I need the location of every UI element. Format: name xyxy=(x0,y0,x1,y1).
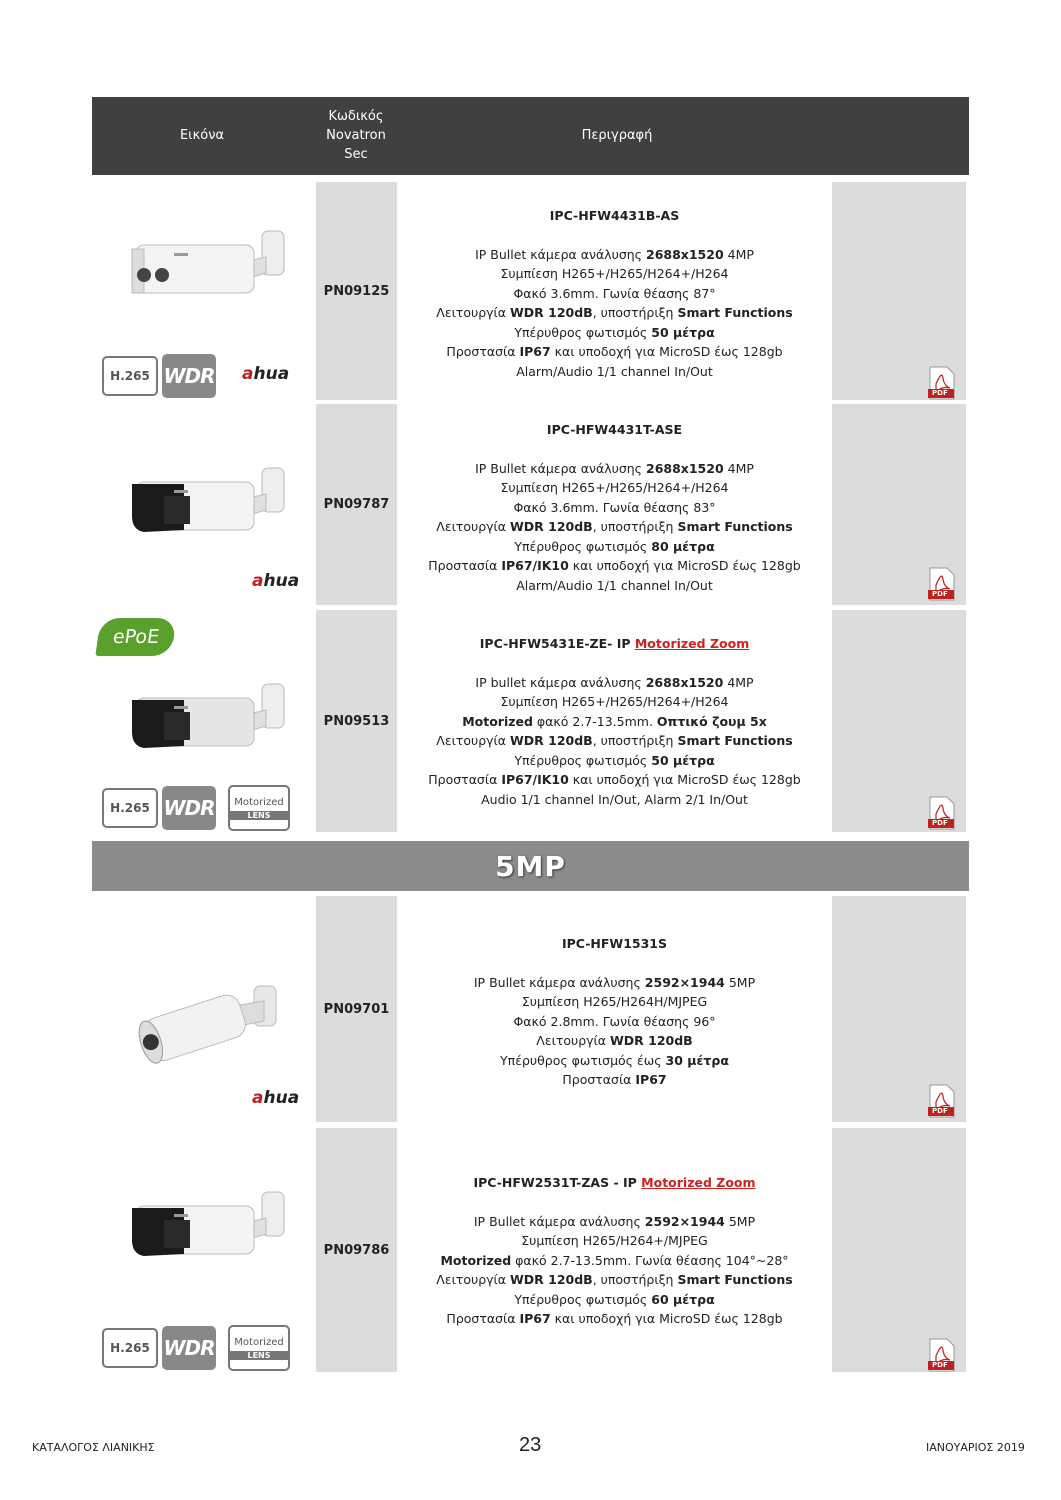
spec-text: Λειτουργία xyxy=(536,1033,610,1048)
lens-label: LENS xyxy=(230,1351,288,1360)
spec-line xyxy=(398,1270,831,1290)
spec-text: Λειτουργία xyxy=(436,305,510,320)
product-code: PN09125 xyxy=(316,182,397,400)
spec-line xyxy=(398,992,831,1012)
lens-label: LENS xyxy=(230,811,288,820)
wdr-badge: WDR xyxy=(162,786,216,830)
spec-text: Προστασία xyxy=(428,558,502,573)
brand-a: a xyxy=(242,364,254,384)
spec-bold: Motorized xyxy=(462,713,533,729)
spec-text: IP Bullet κάμερα ανάλυσης xyxy=(473,1213,645,1229)
table-header xyxy=(92,97,969,175)
spec-text: Audio 1/1 channel In/Out, Alarm 2/1 In/Out xyxy=(481,791,748,807)
page-number: 23 xyxy=(519,1434,542,1456)
spec-bold: WDR 120dB xyxy=(509,1272,593,1287)
motorized-lens-badge xyxy=(228,1325,290,1371)
spec-text: Συμπίεση H265+/H265/H264+/H264 xyxy=(500,266,729,281)
footer-left: ΚΑΤΑΛΟΓΟΣ ΛΙΑΝΙΚΗΣ xyxy=(32,1441,155,1454)
h265-badge: H.265 xyxy=(102,788,158,828)
pdf-label: PDF xyxy=(932,389,948,397)
spec-text: Alarm/Audio 1/1 channel In/Out xyxy=(516,363,713,379)
spec-bold: 50 μέτρα xyxy=(651,752,715,768)
camera-image xyxy=(114,966,294,1080)
spec-text: IP Bullet κάμερα ανάλυσης xyxy=(475,246,646,262)
product-image-cell xyxy=(92,404,315,605)
product-code: PN09786 xyxy=(316,1128,397,1372)
spec-text: Φακό 2.8mm. Γωνία θέασης 96° xyxy=(513,1013,716,1029)
pdf-label: PDF xyxy=(932,590,948,598)
product-image-cell xyxy=(92,896,315,1122)
spec-text: φακό 2.7-13.5mm. xyxy=(532,713,657,729)
spec-bold: Smart Functions xyxy=(677,305,793,320)
h265-badge: H.265 xyxy=(102,1328,158,1368)
spec-line xyxy=(398,556,831,576)
spec-line xyxy=(398,478,831,498)
product-description xyxy=(398,182,831,400)
spec-text: Προστασία xyxy=(446,1311,520,1326)
spec-text: Υπέρυθρος φωτισμός xyxy=(514,324,652,340)
dahua-logo xyxy=(242,364,289,384)
spec-line xyxy=(398,1051,831,1071)
pdf-cell xyxy=(832,1128,966,1372)
spec-bold: IP67 xyxy=(519,344,551,359)
spec-text: Συμπίεση H265/H264+/MJPEG xyxy=(521,1233,708,1248)
spec-line xyxy=(398,459,831,479)
product-image-cell xyxy=(92,1128,315,1372)
product-description xyxy=(398,610,831,832)
spec-bold: 80 μέτρα xyxy=(651,538,715,554)
spec-text: Λειτουργία xyxy=(436,1272,510,1287)
spec-line xyxy=(398,303,831,323)
brand-rest: hua xyxy=(263,571,300,591)
spec-text: Υπέρυθρος φωτισμός έως xyxy=(500,1052,666,1068)
spec-text: Υπέρυθρος φωτισμός xyxy=(514,1291,652,1307)
spec-text: Προστασία xyxy=(446,344,520,359)
spec-line xyxy=(398,264,831,284)
spec-bold: WDR 120dB xyxy=(509,733,593,748)
spec-text: Συμπίεση H265/H264H/MJPEG xyxy=(521,994,708,1009)
spec-bold: IP67/IK10 xyxy=(501,772,569,787)
model-title xyxy=(398,420,831,440)
spec-text: Λειτουργία xyxy=(436,519,510,534)
spec-text: Συμπίεση H265+/H265/H264+/H264 xyxy=(500,480,729,495)
spec-line xyxy=(398,770,831,790)
product-description xyxy=(398,896,831,1122)
spec-line xyxy=(398,692,831,712)
spec-line xyxy=(398,1231,831,1251)
spec-bold: 2592×1944 xyxy=(644,1213,725,1229)
spec-text: , υποστήριξη xyxy=(592,733,678,748)
product-description xyxy=(398,1128,831,1372)
model-title xyxy=(398,634,831,654)
spec-bold: 50 μέτρα xyxy=(651,324,715,340)
pdf-icon[interactable] xyxy=(928,1338,956,1372)
model-name: IPC-HFW2531T-ZAS - IP xyxy=(473,1175,642,1190)
model-title xyxy=(398,934,831,954)
product-image-cell xyxy=(92,182,315,400)
spec-line xyxy=(398,517,831,537)
spec-line xyxy=(398,537,831,557)
camera-image xyxy=(114,217,294,331)
header-description: Περιγραφή xyxy=(581,128,653,143)
pdf-label: PDF xyxy=(932,819,948,827)
spec-bold: IP67/IK10 xyxy=(501,558,569,573)
spec-text: Λειτουργία xyxy=(436,733,510,748)
spec-bold: WDR 120dB xyxy=(509,519,593,534)
h265-badge: H.265 xyxy=(102,356,158,396)
spec-line xyxy=(398,1012,831,1032)
pdf-cell xyxy=(832,610,966,832)
model-name: IPC-HFW4431T-ASE xyxy=(546,422,683,437)
spec-line xyxy=(398,1212,831,1232)
spec-bold: WDR 120dB xyxy=(509,305,593,320)
spec-line xyxy=(398,973,831,993)
spec-bold: 2688x1520 xyxy=(645,674,724,690)
spec-bold: WDR 120dB xyxy=(610,1033,693,1048)
spec-bold: 2592×1944 xyxy=(644,974,725,990)
pdf-cell xyxy=(832,182,966,400)
spec-line xyxy=(398,284,831,304)
spec-bold: Motorized xyxy=(440,1252,512,1268)
header-image: Εικόνα xyxy=(179,128,225,143)
pdf-label: PDF xyxy=(932,1107,948,1115)
spec-line xyxy=(398,576,831,596)
spec-line xyxy=(398,498,831,518)
spec-text: Alarm/Audio 1/1 channel In/Out xyxy=(516,577,713,593)
spec-line xyxy=(398,731,831,751)
spec-bold: 2688x1520 xyxy=(646,460,724,476)
brand-a: a xyxy=(252,1088,264,1108)
model-title xyxy=(398,206,831,226)
spec-bold: 60 μέτρα xyxy=(651,1291,715,1307)
spec-text: και υποδοχή για MicroSD έως 128gb xyxy=(550,1311,783,1326)
spec-line xyxy=(398,1251,831,1271)
pdf-icon[interactable] xyxy=(928,1084,956,1118)
spec-bold: Smart Functions xyxy=(677,519,793,534)
brand-rest: hua xyxy=(253,364,290,384)
spec-line xyxy=(398,673,831,693)
spec-line xyxy=(398,1031,831,1051)
camera-image xyxy=(114,1178,294,1292)
spec-text: , υποστήριξη xyxy=(592,519,678,534)
spec-line xyxy=(398,245,831,265)
spec-bold: 30 μέτρα xyxy=(665,1052,729,1068)
spec-line xyxy=(398,1290,831,1310)
spec-text: 4MP xyxy=(723,674,754,690)
brand-rest: hua xyxy=(263,1088,300,1108)
spec-bold: Οπτικό ζουμ 5x xyxy=(656,713,767,729)
spec-bold: 2688x1520 xyxy=(646,246,724,262)
dahua-logo xyxy=(252,1088,299,1108)
pdf-icon[interactable] xyxy=(928,366,956,400)
spec-text: Υπέρυθρος φωτισμός xyxy=(514,538,652,554)
product-code: PN09787 xyxy=(316,404,397,605)
spec-text: Προστασία xyxy=(428,772,502,787)
spec-text: και υποδοχή για MicroSD έως 128gb xyxy=(550,344,783,359)
wdr-badge: WDR xyxy=(162,354,216,398)
spec-text: Υπέρυθρος φωτισμός xyxy=(514,752,652,768)
spec-text: , υποστήριξη xyxy=(592,1272,678,1287)
product-description xyxy=(398,404,831,605)
camera-image xyxy=(114,670,294,784)
wdr-badge: WDR xyxy=(162,1326,216,1370)
spec-text: Προστασία xyxy=(562,1072,636,1087)
header-code: Κωδικός Novatron Sec xyxy=(326,109,386,162)
spec-line xyxy=(398,1070,831,1090)
section-band-5mp: 5MP xyxy=(92,841,969,891)
motorized-lens-badge xyxy=(228,785,290,831)
spec-bold: Smart Functions xyxy=(677,1272,793,1287)
dahua-logo xyxy=(252,571,299,591)
spec-text: 4MP xyxy=(723,460,754,476)
spec-bold: Smart Functions xyxy=(677,733,793,748)
spec-line xyxy=(398,1309,831,1329)
spec-text: 5MP xyxy=(724,974,756,990)
spec-bold: IP67 xyxy=(519,1311,551,1326)
spec-text: IP Bullet κάμερα ανάλυσης xyxy=(473,974,645,990)
spec-line xyxy=(398,323,831,343)
model-title xyxy=(398,1173,831,1193)
spec-text: Συμπίεση H265+/H265/H264+/H264 xyxy=(500,694,729,709)
spec-text: και υποδοχή για MicroSD έως 128gb xyxy=(568,558,801,573)
camera-image xyxy=(114,454,294,568)
pdf-label: PDF xyxy=(932,1361,948,1369)
spec-line xyxy=(398,712,831,732)
spec-text: IP Bullet κάμερα ανάλυσης xyxy=(475,460,646,476)
spec-bold: IP67 xyxy=(635,1072,667,1087)
product-image-cell xyxy=(92,610,315,832)
spec-text: , υποστήριξη xyxy=(592,305,678,320)
model-name: IPC-HFW1531S xyxy=(561,936,668,951)
pdf-icon[interactable] xyxy=(928,567,956,601)
pdf-cell xyxy=(832,404,966,605)
product-code: PN09701 xyxy=(316,896,397,1122)
spec-line xyxy=(398,790,831,810)
footer-right: ΙΑΝΟΥΑΡΙΟΣ 2019 xyxy=(926,1441,1025,1454)
spec-text: και υποδοχή για MicroSD έως 128gb xyxy=(568,772,801,787)
product-code: PN09513 xyxy=(316,610,397,832)
model-name: IPC-HFW4431B-AS xyxy=(549,208,680,223)
spec-text: 5MP xyxy=(724,1213,756,1229)
motorized-label: Motorized xyxy=(234,1336,284,1348)
spec-line xyxy=(398,362,831,382)
motorized-zoom-link[interactable]: Motorized Zoom xyxy=(641,1175,756,1190)
spec-text: Φακό 3.6mm. Γωνία θέασης 83° xyxy=(513,499,716,515)
spec-text: IP bullet κάμερα ανάλυσης xyxy=(475,674,646,690)
spec-line xyxy=(398,342,831,362)
pdf-cell xyxy=(832,896,966,1122)
epoe-label: ePoE xyxy=(111,626,161,648)
epoe-badge xyxy=(95,618,176,656)
spec-text: 4MP xyxy=(723,246,754,262)
motorized-label: Motorized xyxy=(234,796,284,808)
pdf-icon[interactable] xyxy=(928,796,956,830)
model-name: IPC-HFW5431E-ZE- IP xyxy=(479,636,635,651)
brand-a: a xyxy=(252,571,264,591)
spec-line xyxy=(398,751,831,771)
spec-text: Φακό 3.6mm. Γωνία θέασης 87° xyxy=(513,285,716,301)
motorized-zoom-link[interactable]: Motorized Zoom xyxy=(634,636,750,651)
spec-text: φακό 2.7-13.5mm. Γωνία θέασης 104°~28° xyxy=(511,1252,789,1268)
